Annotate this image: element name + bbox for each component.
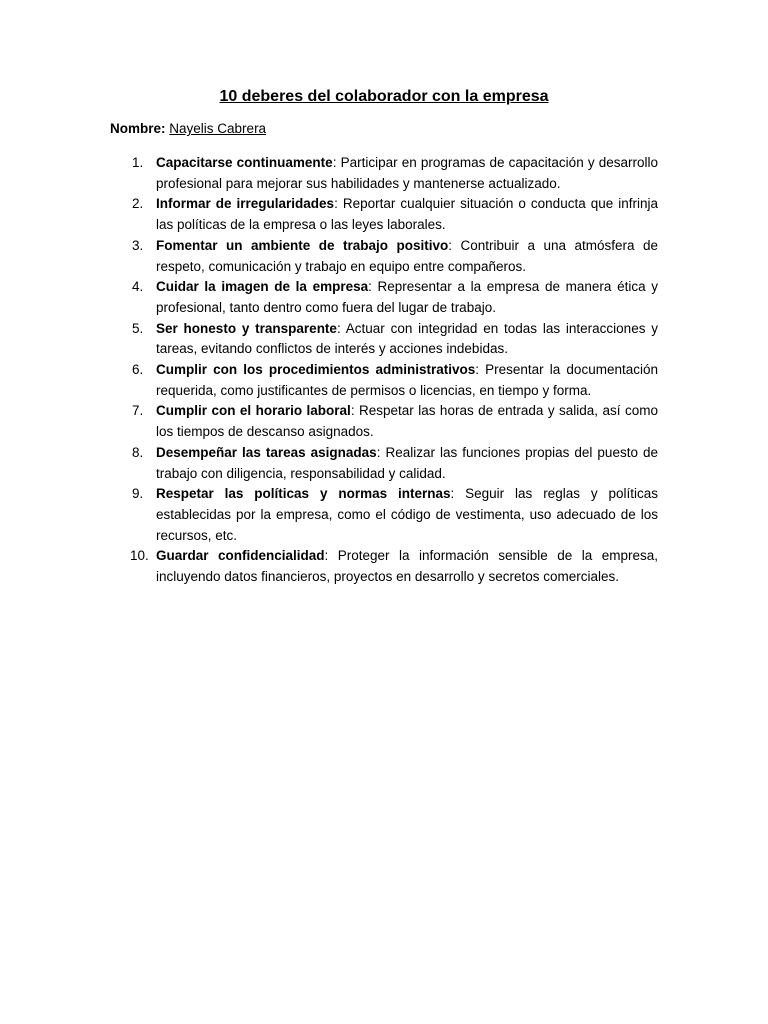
item-heading: Informar de irregularidades: [156, 196, 335, 212]
list-item: [110, 319, 658, 360]
name-label: Nombre:: [110, 121, 166, 136]
item-number: 2.: [132, 196, 144, 212]
item-text: : Presentar la documentación requerida, como justificantes de permisos o licencias, en tiempo y forma.: [156, 362, 658, 398]
list-item: [110, 277, 658, 318]
list-item: [110, 360, 658, 401]
item-text: : Seguir las reglas y políticas establecidas por la empresa, como el código de vestimenta, uso adecuado de los recursos, etc.: [156, 486, 658, 543]
name-line: [110, 119, 266, 139]
item-number: 8.: [132, 444, 144, 460]
list-item: [110, 443, 658, 484]
item-number: 6.: [132, 362, 144, 378]
list-item: [110, 194, 658, 235]
item-number: 1.: [132, 155, 144, 170]
item-text: : Respetar las horas de entrada y salida, así como los tiempos de descanso asignados.: [156, 403, 658, 440]
list-item: [110, 546, 658, 587]
item-heading: Desempeñar las tareas asignadas: [156, 444, 377, 460]
item-number: 4.: [132, 279, 144, 295]
item-number: 7.: [132, 403, 144, 419]
item-text: : Actuar con integridad en todas las interacciones y tareas, evitando conflictos de interés y acciones indebidas.: [156, 320, 658, 357]
item-text: : Proteger la información sensible de la empresa, incluyendo datos financieros, proyectos en desarrollo y secretos comerciales.: [156, 548, 658, 585]
item-heading: Capacitarse continuamente: [156, 155, 333, 170]
item-heading: Respetar las políticas y normas internas: [156, 486, 451, 502]
item-heading: Fomentar un ambiente de trabajo positivo: [156, 237, 449, 253]
name-value: Nayelis Cabrera: [169, 121, 267, 136]
item-heading: Guardar confidencialidad: [156, 548, 325, 564]
item-number: 9.: [132, 486, 144, 502]
list-item: [110, 153, 658, 194]
item-text: : Reportar cualquier situación o conducta que infrinja las políticas de la empresa o las leyes laborales.: [156, 196, 658, 233]
item-heading: Cumplir con el horario laboral: [156, 403, 351, 419]
item-number: 10.: [130, 548, 149, 564]
document-title: 10 deberes del colaborador con la empresa: [219, 88, 549, 105]
list-item: [110, 236, 658, 277]
item-number: 5.: [132, 320, 144, 336]
list-item: [110, 484, 658, 546]
item-text: : Realizar las funciones propias del puesto de trabajo con diligencia, responsabilidad y calidad.: [156, 444, 658, 481]
item-heading: Ser honesto y transparente: [156, 320, 337, 336]
list-item: [110, 401, 658, 442]
item-text: : Contribuir a una atmósfera de respeto, comunicación y trabajo en equipo entre compañeros.: [156, 237, 658, 274]
item-heading: Cumplir con los procedimientos administrativos: [156, 362, 476, 378]
duties-list: [110, 153, 658, 588]
item-text: : Participar en programas de capacitación y desarrollo profesional para mejorar sus habilidades y mantenerse actualizado.: [156, 155, 658, 191]
item-number: 3.: [132, 237, 144, 253]
item-heading: Cuidar la imagen de la empresa: [156, 279, 369, 295]
item-text: : Representar a la empresa de manera ética y profesional, tanto dentro como fuera del lugar de trabajo.: [156, 279, 658, 315]
